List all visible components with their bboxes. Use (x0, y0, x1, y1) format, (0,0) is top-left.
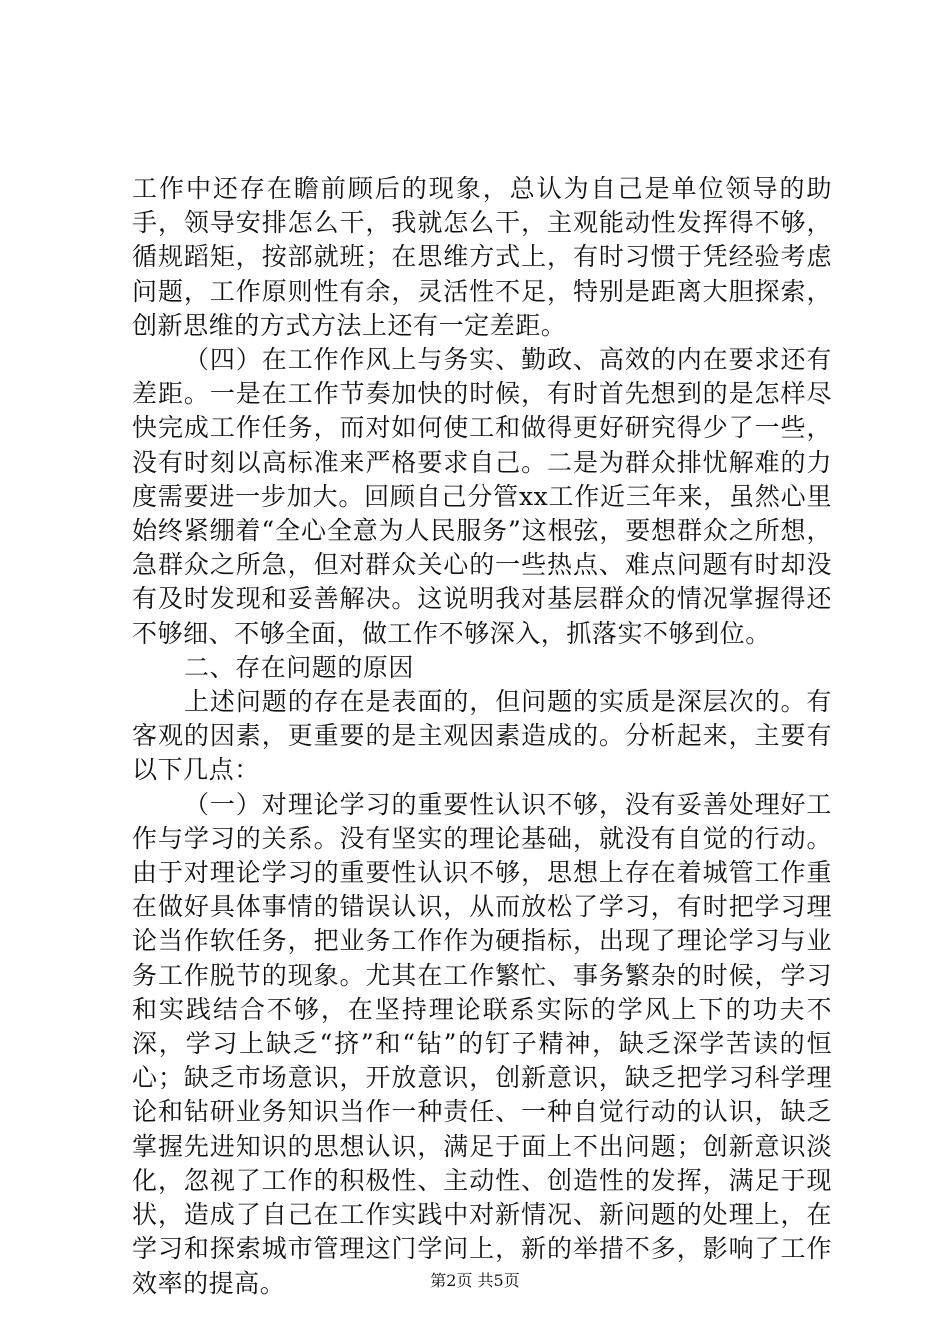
paragraph-causes-intro: 上述问题的存在是表面的，但问题的实质是深层次的。有客观的因素，更重要的是主观因素造成的。分析起来，主要有以下几点： (132, 687, 832, 785)
paragraph-section-four: （四）在工作作风上与务实、勤政、高效的内在要求还有差距。一是在工作节奏加快的时候，有时首先想到的是怎样尽快完成工作任务，而对如何使工和做得更好研究得少了一些，没有时刻以高标准来严格要求自己。二是为群众排忧解难的力度需要进一步加大。回顾自己分管xx工作近三年来，虽然心里始终紧绷着“全心全意为人民服务”这根弦，要想群众之所想，急群众之所急，但对群众关心的一些热点、难点问题有时却没有及时发现和妥善解决。这说明我对基层群众的情况掌握得还不够细、不够全面，做工作不够深入，抓落实不够到位。 (132, 345, 832, 648)
page-footer: 第2页 共5页 (430, 1271, 520, 1290)
paragraph-continuation: 工作中还存在瞻前顾后的现象，总认为自己是单位领导的助手，领导安排怎么干，我就怎么干，主观能动性发挥得不够，循规蹈矩，按部就班；在思维方式上，有时习惯于凭经验考虑问题，工作原则性有余，灵活性不足，特别是距离大胆探索，创新思维的方式方法上还有一定差距。 (132, 174, 832, 340)
paragraph-cause-one: （一）对理论学习的重要性认识不够，没有妥善处理好工作与学习的关系。没有坚实的理论基础，就没有自觉的行动。由于对理论学习的重要性认识不够，思想上存在着城管工作重在做好具体事情的错误认识，从而放松了学习，有时把学习理论当作软任务，把业务工作作为硬指标，出现了理论学习与业务工作脱节的现象。尤其在工作繁忙、事务繁杂的时候，学习和实践结合不够，在坚持理论联系实际的学风上下的功夫不深，学习上缺乏“挤”和“钻”的钉子精神，缺乏深学苦读的恒心；缺乏市场意识，开放意识，创新意识，缺乏把学习科学理论和钻研业务知识当作一种责任、一种自觉行动的认识，缺乏掌握先进知识的思想认识，满足于面上不出问题；创新意识淡化，忽视了工作的积极性、主动性、创造性的发挥，满足于现状，造成了自己在工作实践中对新情况、新问题的处理上，在学习和探索城市管理这门学问上，新的举措不多，影响了工作效率的提高。 (132, 789, 832, 1298)
section-heading-causes: 二、存在问题的原因 (184, 652, 414, 682)
document-body (132, 172, 832, 1301)
